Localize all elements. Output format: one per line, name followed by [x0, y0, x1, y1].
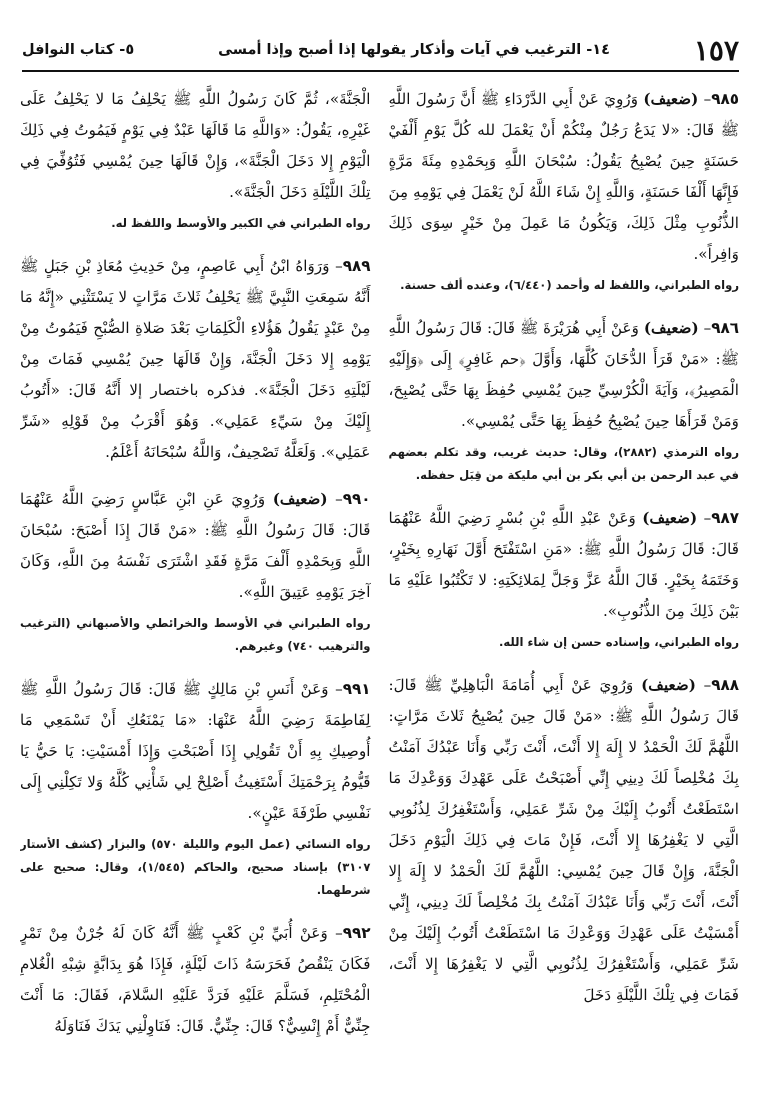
hadith-grade: (ضعيف) — [643, 319, 699, 337]
hadith-entry — [389, 503, 740, 654]
hadith-body — [20, 84, 371, 208]
hadith-text: وَرُوِيَ عَنِ ابْنِ عَبَّاسٍ رَضِيَ اللَّهُ عَنْهُمَا قَالَ: قَالَ رَسُولُ اللَّهِ ﷺ: «مَنْ قَالَ إِذَا أَصْبَحَ: سُبْحَانَ اللَّهِ وَبِحَمْدِهِ أَلْفَ مَرَّةٍ فَقَدِ اشْتَرَى نَفْسَهُ مِنَ اللَّهِ، وَكَانَ آخِرَ يَوْمِهِ عَتِيقَ اللَّهِ». — [20, 490, 371, 601]
hadith-entry — [389, 670, 740, 1011]
hadith-text: وَرُوِيَ عَنْ أَبِي أُمَامَةَ الْبَاهِلِيِّ ﷺ قَالَ: قَالَ رَسُولُ اللَّهِ ﷺ: «مَنْ قَالَ حِينَ يُصْبِحُ ثَلاثَ مَرَّاتٍ: اللَّهُمَّ لَكَ الْحَمْدُ لا إِلَهَ إِلا أَنْتَ، أَنْتَ رَبِّي وَأَنَا عَبْدُكَ آمَنْتُ بِكَ مُخْلِصاً لَكَ دِينِي إِنِّي أَصْبَحْتُ عَلَى عَهْدِكَ وَوَعْدِكَ مَا اسْتَطَعْتُ أَتُوبُ إِلَيْكَ مِنْ شَرِّ عَمَلِي، وَأَسْتَغْفِرُكَ لِذُنُوبِي الَّتِي لا يَغْفِرُهَا إِلا أَنْتَ، فَإِنْ مَاتَ فِي ذَلِكَ الْيَوْمِ دَخَلَ الْجَنَّةَ، وَإِنْ قَالَ حِينَ يُمْسِي: اللَّهُمَّ لَكَ الْحَمْدُ لا إِلَهَ إِلا أَنْتَ، أَنْتَ رَبِّي وَأَنَا عَبْدُكَ آمَنْتُ بِكَ مُخْلِصاً لَكَ دِينِي، إِنِّي أَمْسَيْتُ عَلَى عَهْدِكَ وَوَعْدِكَ مَا اسْتَطَعْتُ أَتُوبُ إِلَيْكَ مِنْ شَرِّ عَمَلِي، وَأَسْتَغْفِرُكَ لِذُنُوبِي الَّتِي لا يَغْفِرُهَا إِلا أَنْتَ، فَمَاتَ فِي تِلْكَ اللَّيْلَةِ دَخَلَ — [388, 676, 739, 1004]
hadith-number: ٩٨٨ — [711, 676, 739, 694]
hadith-text: وَعَنْ أَنَسِ بْنِ مَالِكٍ ﷺ قَالَ: قَالَ رَسُولُ اللَّهِ ﷺ لِفَاطِمَةَ رَضِيَ اللَّهُ عَنْهَا: «مَا يَمْنَعُكِ أَنْ تَسْمَعِي مَا أُوصِيكِ بِهِ أَنْ تَقُولِي إِذَا أَصْبَحْتِ وَإِذَا أَمْسَيْتِ: يَا حَيُّ يَا قَيُّومُ بِرَحْمَتِكَ أَسْتَغِيثُ أَصْلِحْ لِي شَأْنِي كُلَّهُ وَلا تَكِلْنِي إِلَى نَفْسِي طَرْفَةَ عَيْنٍ». — [20, 680, 371, 822]
hadith-grade: (ضعيف) — [272, 490, 328, 508]
hadith-number: ٩٨٦ — [711, 319, 739, 337]
chapter-title: ١٤- الترغيب في آيات وأذكار يقولها إذا أصبح وإذا أمسى — [218, 42, 610, 58]
hadith-number: ٩٩٠ — [342, 490, 371, 508]
hadith-body: ٩٨٥– (ضعيف) وَرُوِيَ عَنْ أَبِي الدَّرْدَاءِ ﷺ أَنَّ رَسُولَ اللَّهِ ﷺ قَالَ: «لا يَدَعُ رَجُلٌ مِنْكُمْ أَنْ يَعْمَلَ لله كُلَّ يَوْمِ أَلْفَيْ حَسَنَةٍ حِينَ يُصْبِحُ يَقُولُ: سُبْحَانَ اللَّهِ وَبِحَمْدِهِ مِئَةَ مَرَّةٍ فَإِنَّهَا أَلْفَا حَسَنَةٍ، وَاللَّهِ إِنْ شَاءَ اللَّهُ لَنْ يَعْمَلَ فِي يَوْمِهِ مِنَ الذُّنُوبِ مِثْلَ ذَلِكَ، وَيَكُونُ مَا عَمِلَ مِنْ خَيْرٍ سِوَى ذَلِكَ وَافِراً». — [388, 90, 739, 263]
hadith-text: وَرَوَاهُ ابْنُ أَبِي عَاصِمٍ، مِنْ حَدِيثِ مُعَاذِ بْنِ جَبَلٍ ﷺ أَنَّهُ سَمِعَتِ النَّبِيَّ ﷺ يَحْلِفُ ثَلاثَ مَرَّاتٍ لا يَسْتَثْنِي «إِنَّهُ مَا مِنْ عَبْدٍ يَقُولُ هَؤُلاءِ الْكَلِمَاتِ بَعْدَ صَلاةِ الصُّبْحِ فَيَمُوتُ مِنْ يَوْمِهِ إِلا دَخَلَ الْجَنَّةَ، وَإِنْ قَالَهَا حِينَ يُمْسِي فَمَاتَ مِنْ لَيْلَتِهِ دَخَلَ الْجَنَّةَ». فذكره باختصار إلا أَنَّهُ قَالَ: «أَتُوبُ إِلَيْكَ مِنْ سَيِّءِ عَمَلِي». وَهُوَ أَقْرَبُ مِنْ قَوْلِهِ «شَرِّ عَمَلِي». وَلَعَلَّهُ تَصْحِيفٌ، وَاللَّهُ سُبْحَانَهُ أَعْلَمُ. — [20, 257, 371, 461]
hadith-body: ٩٩١– وَعَنْ أَنَسِ بْنِ مَالِكٍ ﷺ قَالَ: قَالَ رَسُولُ اللَّهِ ﷺ لِفَاطِمَةَ رَضِيَ اللَّهُ عَنْهَا: «مَا يَمْنَعُكِ أَنْ تَسْمَعِي مَا أُوصِيكِ بِهِ أَنْ تَقُولِي إِذَا أَصْبَحْتِ وَإِذَا أَمْسَيْتِ: يَا حَيُّ يَا قَيُّومُ بِرَحْمَتِكَ أَسْتَغِيثُ أَصْلِحْ لِي شَأْنِي كُلَّهُ وَلا تَكِلْنِي إِلَى نَفْسِي طَرْفَةَ عَيْنٍ». — [20, 680, 371, 822]
hadith-entry — [389, 84, 740, 297]
hadith-text: الْجَنَّةَ»، ثُمَّ كَانَ رَسُولُ اللَّهِ ﷺ يَحْلِفُ مَا لا يَحْلِفُ عَلَى غَيْرِهِ، يَقُولُ: «وَاللَّهِ مَا قَالَهَا عَبْدٌ فِي يَوْمٍ فَيَمُوتُ فِي ذَلِكَ الْيَوْمِ إِلا دَخَلَ الْجَنَّةَ»، وَإِنْ قَالَهَا حِينَ يُمْسِي فَتُوُفِّيَ فِي تِلْكَ اللَّيْلَةِ دَخَلَ الْجَنَّةَ». — [20, 90, 371, 201]
hadith-number: ٩٩٢ — [342, 924, 371, 942]
hadith-entry — [20, 484, 371, 658]
hadith-text: وَرُوِيَ عَنْ أَبِي الدَّرْدَاءِ ﷺ أَنَّ رَسُولَ اللَّهِ ﷺ قَالَ: «لا يَدَعُ رَجُلٌ مِنْكُمْ أَنْ يَعْمَلَ لله كُلَّ يَوْمِ أَلْفَيْ حَسَنَةٍ حِينَ يُصْبِحُ يَقُولُ: سُبْحَانَ اللَّهِ وَبِحَمْدِهِ مِئَةَ مَرَّةٍ فَإِنَّهَا أَلْفَا حَسَنَةٍ، وَاللَّهِ إِنْ شَاءَ اللَّهُ لَنْ يَعْمَلَ فِي يَوْمِهِ مِنَ الذُّنُوبِ مِثْلَ ذَلِكَ، وَيَكُونُ مَا عَمِلَ مِنْ خَيْرٍ سِوَى ذَلِكَ وَافِراً». — [388, 90, 739, 263]
hadith-source: رواه الطبراني، وإسناده حسن إن شاء الله. — [498, 635, 739, 649]
book-title: ٥- كتاب النوافل — [22, 42, 135, 58]
hadith-text: وَعَنْ عَبْدِ اللَّهِ بْنِ بُسْرٍ رَضِيَ اللَّهُ عَنْهُمَا قَالَ: قَالَ رَسُولُ اللَّهِ ﷺ: «مَنِ اسْتَفْتَحَ أَوَّلَ نَهَارِهِ بِخَيْرٍ، وَخَتَمَهُ بِخَيْرٍ. قَالَ اللَّهُ عَزَّ وَجَلَّ لِمَلائِكَتِهِ: لا تَكْتُبُوا عَلَيْهِ مَا بَيْنَ ذَلِكَ مِنَ الذُّنُوبِ». — [388, 509, 739, 620]
hadith-source: رواه الترمذي (٢٨٨٢)، وقال: حديث غريب، وقد تكلم بعضهم في عبد الرحمن بن أبي بكر بن أبي مليكة من قِبَل حفظه. — [388, 445, 739, 482]
hadith-body: ٩٨٧– (ضعيف) وَعَنْ عَبْدِ اللَّهِ بْنِ بُسْرٍ رَضِيَ اللَّهُ عَنْهُمَا قَالَ: قَالَ رَسُولُ اللَّهِ ﷺ: «مَنِ اسْتَفْتَحَ أَوَّلَ نَهَارِهِ بِخَيْرٍ، وَخَتَمَهُ بِخَيْرٍ. قَالَ اللَّهُ عَزَّ وَجَلَّ لِمَلائِكَتِهِ: لا تَكْتُبُوا عَلَيْهِ مَا بَيْنَ ذَلِكَ مِنَ الذُّنُوبِ». — [388, 509, 739, 620]
hadith-source: رواه الطبراني في الكبير والأوسط واللفظ له. — [111, 216, 371, 230]
hadith-grade: (ضعيف) — [642, 509, 698, 527]
hadith-number: ٩٨٥ — [711, 90, 739, 108]
hadith-number: ٩٨٧ — [711, 509, 739, 527]
hadith-body: ٩٩٢– وَعَنْ أُبَيِّ بْنِ كَعْبٍ ﷺ أَنَّهُ كَانَ لَهُ جُرْنٌ مِنْ تَمْرٍ فَكَانَ يَنْقُصُ فَحَرَسَهُ ذَاتَ لَيْلَةٍ، فَإِذَا هُوَ بِدَابَّةٍ شِبْهِ الْغُلامِ الْمُحْتَلِمِ، فَسَلَّمَ عَلَيْهِ فَرَدَّ عَلَيْهِ السَّلامَ، فَقَالَ: مَا أَنْتَ جِنِّيٌّ أَمْ إِنْسِيٌّ؟ قَالَ: جِنِّيٌّ. قَالَ: فَنَاوِلْنِي يَدَكَ فَنَاوَلَهُ — [20, 924, 371, 1035]
hadith-text: وَعَنْ أَبِي هُرَيْرَةَ ﷺ قَالَ: قَالَ رَسُولُ اللَّهِ ﷺ: «مَنْ قَرَأَ الدُّخَانَ كُلَّهَا، وَأَوَّلَ ﴿حم غَافِرٍ﴾ إِلَى ﴿وَإِلَيْهِ الْمَصِيرُ﴾، وَآيَةَ الْكُرْسِيِّ حِينَ يُمْسِي حُفِظَ بِهَا حَتَّى يُصْبِحَ، وَمَنْ قَرَأَهَا حِينَ يُصْبِحُ حُفِظَ بِهَا حَتَّى يُمْسِي». — [388, 319, 739, 430]
hadith-grade: (ضعيف) — [641, 676, 696, 694]
hadith-source: رواه الطبراني في الأوسط والخرائطي والأصبهاني (الترغيب والترهيب ٧٤٠) وغيرهم. — [20, 616, 371, 653]
right-column — [389, 84, 740, 1092]
hadith-continuation — [20, 84, 371, 235]
hadith-body: ٩٨٨– (ضعيف) وَرُوِيَ عَنْ أَبِي أُمَامَةَ الْبَاهِلِيِّ ﷺ قَالَ: قَالَ رَسُولُ اللَّهِ ﷺ: «مَنْ قَالَ حِينَ يُصْبِحُ ثَلاثَ مَرَّاتٍ: اللَّهُمَّ لَكَ الْحَمْدُ لا إِلَهَ إِلا أَنْتَ، أَنْتَ رَبِّي وَأَنَا عَبْدُكَ آمَنْتُ بِكَ مُخْلِصاً لَكَ دِينِي إِنِّي أَصْبَحْتُ عَلَى عَهْدِكَ وَوَعْدِكَ مَا اسْتَطَعْتُ أَتُوبُ إِلَيْكَ مِنْ شَرِّ عَمَلِي، وَأَسْتَغْفِرُكَ لِذُنُوبِي الَّتِي لا يَغْفِرُهَا إِلا أَنْتَ، فَإِنْ مَاتَ فِي ذَلِكَ الْيَوْمِ دَخَلَ الْجَنَّةَ، وَإِنْ قَالَ حِينَ يُمْسِي: اللَّهُمَّ لَكَ الْحَمْدُ لا إِلَهَ إِلا أَنْتَ، أَنْتَ رَبِّي وَأَنَا عَبْدُكَ آمَنْتُ بِكَ مُخْلِصاً لَكَ دِينِي، إِنِّي أَمْسَيْتُ عَلَى عَهْدِكَ وَوَعْدِكَ مَا اسْتَطَعْتُ أَتُوبُ إِلَيْكَ مِنْ شَرِّ عَمَلِي، وَأَسْتَغْفِرُكَ لِذُنُوبِي الَّتِي لا يَغْفِرُهَا إِلا أَنْتَ، فَمَاتَ فِي تِلْكَ اللَّيْلَةِ دَخَلَ — [388, 676, 739, 1004]
hadith-body: ٩٩٠– (ضعيف) وَرُوِيَ عَنِ ابْنِ عَبَّاسٍ رَضِيَ اللَّهُ عَنْهُمَا قَالَ: قَالَ رَسُولُ اللَّهِ ﷺ: «مَنْ قَالَ إِذَا أَصْبَحَ: سُبْحَانَ اللَّهِ وَبِحَمْدِهِ أَلْفَ مَرَّةٍ فَقَدِ اشْتَرَى نَفْسَهُ مِنَ اللَّهِ، وَكَانَ آخِرَ يَوْمِهِ عَتِيقَ اللَّهِ». — [20, 490, 371, 601]
text-columns — [20, 84, 739, 1092]
hadith-entry — [20, 251, 371, 468]
page-header — [22, 30, 739, 72]
hadith-entry — [20, 918, 371, 1042]
hadith-body: ٩٨٩– وَرَوَاهُ ابْنُ أَبِي عَاصِمٍ، مِنْ حَدِيثِ مُعَاذِ بْنِ جَبَلٍ ﷺ أَنَّهُ سَمِعَتِ النَّبِيَّ ﷺ يَحْلِفُ ثَلاثَ مَرَّاتٍ لا يَسْتَثْنِي «إِنَّهُ مَا مِنْ عَبْدٍ يَقُولُ هَؤُلاءِ الْكَلِمَاتِ بَعْدَ صَلاةِ الصُّبْحِ فَيَمُوتُ مِنْ يَوْمِهِ إِلا دَخَلَ الْجَنَّةَ، وَإِنْ قَالَهَا حِينَ يُمْسِي فَمَاتَ مِنْ لَيْلَتِهِ دَخَلَ الْجَنَّةَ». فذكره باختصار إلا أَنَّهُ قَالَ: «أَتُوبُ إِلَيْكَ مِنْ سَيِّءِ عَمَلِي». وَهُوَ أَقْرَبُ مِنْ قَوْلِهِ «شَرِّ عَمَلِي». وَلَعَلَّهُ تَصْحِيفٌ، وَاللَّهُ سُبْحَانَهُ أَعْلَمُ. — [20, 257, 371, 461]
hadith-body: ٩٨٦– (ضعيف) وَعَنْ أَبِي هُرَيْرَةَ ﷺ قَالَ: قَالَ رَسُولُ اللَّهِ ﷺ: «مَنْ قَرَأَ الدُّخَانَ كُلَّهَا، وَأَوَّلَ ﴿حم غَافِرٍ﴾ إِلَى ﴿وَإِلَيْهِ الْمَصِيرُ﴾، وَآيَةَ الْكُرْسِيِّ حِينَ يُمْسِي حُفِظَ بِهَا حَتَّى يُصْبِحَ، وَمَنْ قَرَأَهَا حِينَ يُصْبِحُ حُفِظَ بِهَا حَتَّى يُمْسِي». — [388, 319, 739, 430]
hadith-number: ٩٩١ — [342, 680, 371, 698]
hadith-entry — [20, 674, 371, 902]
hadith-grade: (ضعيف) — [643, 90, 699, 108]
hadith-source: رواه النسائي (عمل اليوم والليلة ٥٧٠) والبزار (كشف الأستار ٣١٠٧) بإسناد صحيح، والحاكم (١/٥٤٥)، وقال: صحيح على شرطهما. — [20, 837, 371, 897]
left-column — [20, 84, 371, 1092]
hadith-number: ٩٨٩ — [342, 257, 371, 275]
page-number: ١٥٧ — [693, 33, 739, 67]
hadith-entry — [389, 313, 740, 487]
hadith-source: رواه الطبراني، واللفظ له وأحمد (٦/٤٤٠)، وعنده ألف حسنة. — [400, 278, 739, 292]
hadith-text: وَعَنْ أُبَيِّ بْنِ كَعْبٍ ﷺ أَنَّهُ كَانَ لَهُ جُرْنٌ مِنْ تَمْرٍ فَكَانَ يَنْقُصُ فَحَرَسَهُ ذَاتَ لَيْلَةٍ، فَإِذَا هُوَ بِدَابَّةٍ شِبْهِ الْغُلامِ الْمُحْتَلِمِ، فَسَلَّمَ عَلَيْهِ فَرَدَّ عَلَيْهِ السَّلامَ، فَقَالَ: مَا أَنْتَ جِنِّيٌّ أَمْ إِنْسِيٌّ؟ قَالَ: جِنِّيٌّ. قَالَ: فَنَاوِلْنِي يَدَكَ فَنَاوَلَهُ — [20, 924, 371, 1035]
